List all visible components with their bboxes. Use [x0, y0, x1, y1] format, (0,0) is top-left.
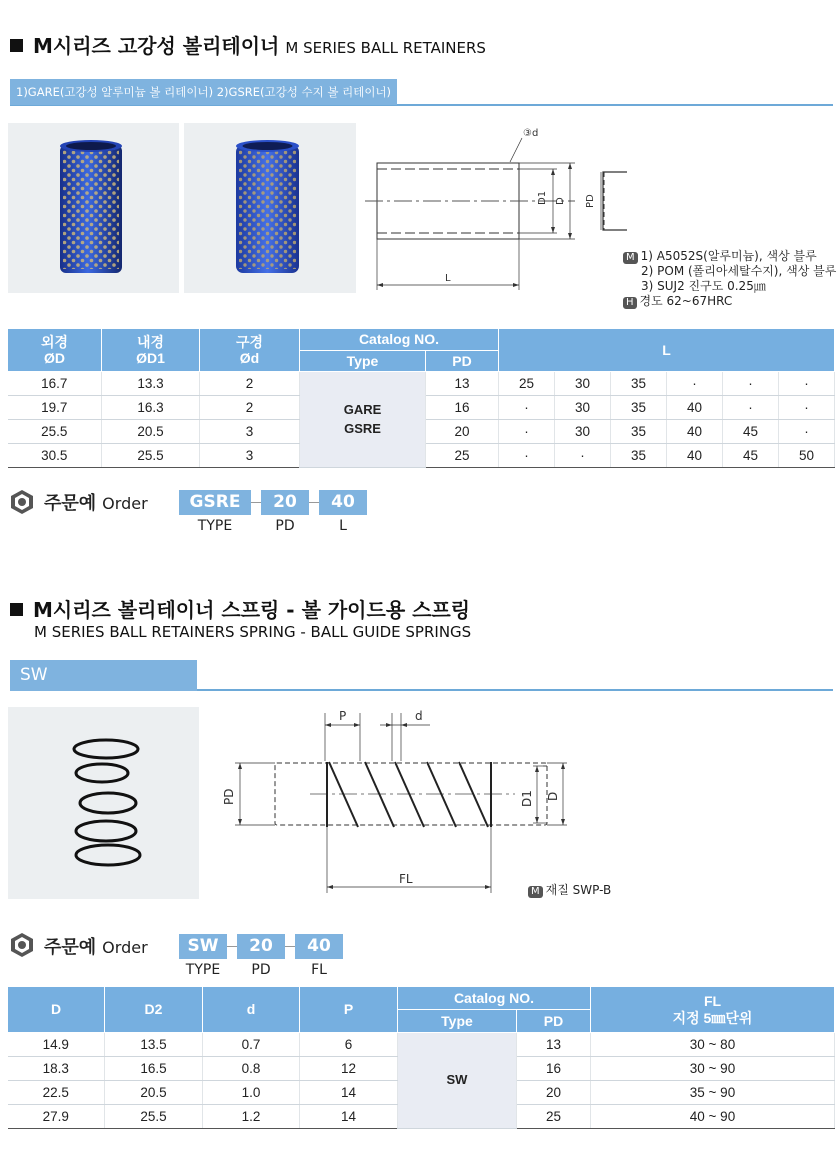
fl-label: FL — [399, 872, 413, 886]
type-cell: SW — [398, 1033, 517, 1129]
order-box-l: 40 — [319, 490, 367, 515]
order-box-pd: 20 — [261, 490, 309, 515]
pd-label: PD — [222, 788, 236, 805]
d-outer-label: D — [546, 791, 560, 801]
order-hex-icon — [9, 489, 35, 515]
hardness-badge: H — [623, 297, 637, 309]
header-ball-diameter: 구경 Ød — [200, 329, 300, 372]
section1-title-en: M SERIES BALL RETAINERS — [285, 39, 486, 57]
table-row: 22.5 20.5 1.0 14 20 35 ~ 90 — [8, 1081, 835, 1105]
retainer-spec-table — [7, 328, 835, 468]
header-l: L — [499, 329, 835, 372]
header-type: Type — [300, 351, 426, 372]
ball-retainer-resin-image — [184, 123, 356, 293]
section1-tab: 1)GARE(고강성 알루미늄 볼 리테이너) 2)GSRE(고강성 수지 볼 리테이너) — [10, 79, 397, 105]
gare-photo — [8, 123, 179, 293]
hardness-note: 경도 62~67HRC — [639, 294, 733, 308]
square-bullet-icon — [10, 39, 23, 52]
material-badge: M — [528, 886, 543, 898]
spring-material-note: M 재질 SWP-B — [528, 883, 611, 898]
header-fl: FL 지정 5㎜단위 — [591, 987, 835, 1033]
header-pd: PD — [426, 351, 499, 372]
p-label: P — [339, 709, 347, 723]
section2-tab: SW — [10, 660, 197, 691]
table-row: 14.9 13.5 0.7 6 SW 13 30 ~ 80 — [8, 1033, 835, 1057]
order-box-type: SW — [179, 934, 227, 959]
order-label-1: 주문예 Order — [44, 493, 148, 514]
d-label: ③d — [523, 128, 539, 139]
order-dash — [285, 946, 295, 947]
section1-title-ko: M시리즈 고강성 볼리테이너 — [33, 34, 280, 58]
order-caption-l: L — [339, 518, 347, 534]
gsre-photo — [184, 123, 356, 293]
header-outer-diameter: 외경 ØD — [8, 329, 102, 372]
header-type: Type — [398, 1010, 517, 1033]
section2-title — [10, 594, 470, 623]
order-box-fl: 40 — [295, 934, 343, 959]
pd-label: PD — [585, 194, 596, 208]
d-outer-label: D — [555, 197, 566, 205]
wire-d-label: d — [415, 709, 423, 723]
order-caption-fl: FL — [311, 962, 327, 978]
table-row: 19.7 16.3 2 16 · 30 35 40 · · — [8, 396, 835, 420]
note-line-1: 1) A5052S(알루미늄), 색상 블루 — [640, 249, 817, 263]
d1-label: D1 — [520, 790, 534, 807]
table-row: 16.7 13.3 2 GARE GSRE 13 25 30 35 · · · — [8, 372, 835, 396]
order-label-2: 주문예 Order — [44, 937, 148, 958]
d1-label: D1 — [537, 190, 548, 205]
section1-title — [10, 30, 486, 59]
l-label: L — [445, 273, 451, 284]
order-dash — [251, 502, 261, 503]
table-row: 30.5 25.5 3 25 · · 35 40 45 50 — [8, 444, 835, 468]
order-caption-type: TYPE — [185, 962, 221, 978]
header-d2: D2 — [105, 987, 203, 1033]
header-inner-diameter: 내경 ØD1 — [102, 329, 200, 372]
ball-retainer-aluminium-image — [8, 123, 179, 293]
order-caption-type: TYPE — [197, 518, 233, 534]
order-hex-icon — [9, 932, 35, 958]
order-caption-pd: PD — [275, 518, 295, 534]
table-row: 18.3 16.5 0.8 12 16 30 ~ 90 — [8, 1057, 835, 1081]
square-bullet-icon — [10, 603, 23, 616]
header-catalog: Catalog NO. — [398, 987, 591, 1010]
header-wire-d: d — [203, 987, 300, 1033]
section2-title-ko: M시리즈 볼리테이너 스프링 - 볼 가이드용 스프링 — [33, 598, 471, 622]
order-dash — [309, 502, 319, 503]
section2-title-en: M SERIES BALL RETAINERS SPRING - BALL GUIDE SPRINGS — [34, 623, 472, 641]
header-p: P — [300, 987, 398, 1033]
spring-image — [8, 707, 199, 899]
header-catalog: Catalog NO. — [300, 329, 499, 351]
type-cell: GARE GSRE — [300, 372, 426, 468]
order-box-pd: 20 — [237, 934, 285, 959]
material-notes — [623, 249, 836, 309]
header-d: D — [8, 987, 105, 1033]
order-dash — [227, 946, 237, 947]
spring-spec-table — [7, 986, 835, 1129]
table-row: 27.9 25.5 1.2 14 25 40 ~ 90 — [8, 1105, 835, 1129]
table-row: 25.5 20.5 3 20 · 30 35 40 45 · — [8, 420, 835, 444]
material-badge: M — [623, 252, 638, 264]
note-line-3: 3) SUJ2 진구도 0.25㎛ — [641, 279, 766, 293]
note-line-2: 2) POM (폴리아세탈수지), 색상 블루 — [641, 264, 837, 278]
order-caption-pd: PD — [251, 962, 271, 978]
order-box-type: GSRE — [179, 490, 251, 515]
spring-photo — [8, 707, 199, 899]
spring-drawing — [215, 705, 630, 900]
header-pd: PD — [517, 1010, 591, 1033]
